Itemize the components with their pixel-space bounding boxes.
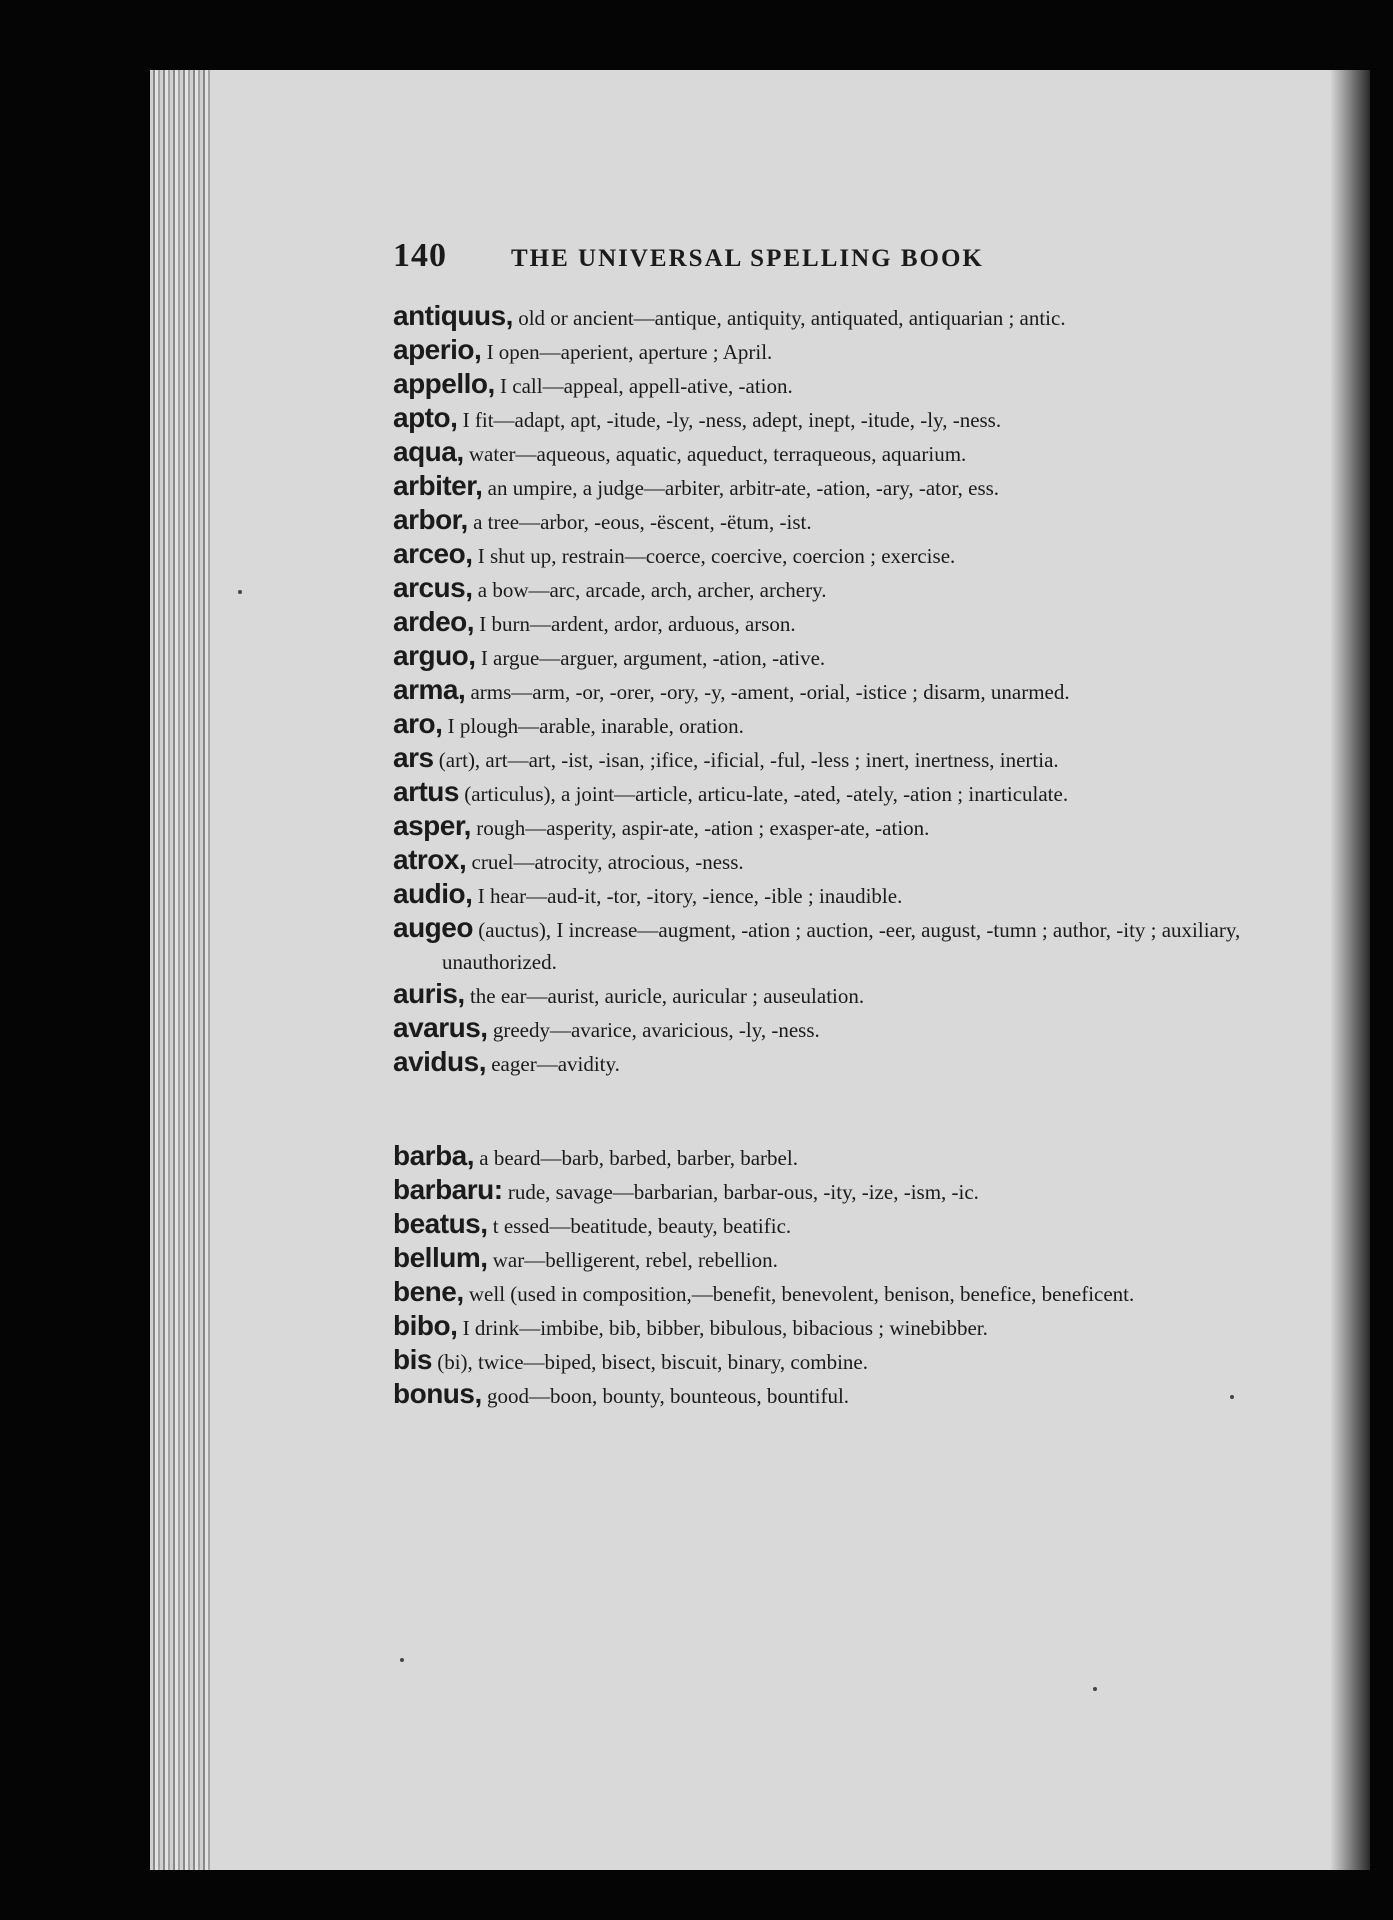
dictionary-entry — [393, 776, 1253, 810]
dictionary-entry — [393, 912, 1253, 978]
dictionary-entry — [393, 878, 1253, 912]
entry-headword: arma, — [393, 674, 466, 705]
entry-headword: bene, — [393, 1276, 464, 1307]
page-header — [393, 237, 1253, 297]
entry-definition: (articulus), a joint—article, articu-late, -ated, -ately, -ation ; inarticulate. — [458, 782, 1069, 806]
entry-headword: bis — [393, 1344, 432, 1375]
entry-headword: arbor, — [393, 504, 468, 535]
dictionary-entry — [393, 978, 1253, 1012]
dictionary-entry — [393, 708, 1253, 742]
dictionary-entry — [393, 606, 1253, 640]
dictionary-entry — [393, 1242, 1253, 1276]
entry-definition: I call—appeal, appell-ative, -ation. — [494, 374, 793, 398]
dictionary-entry — [393, 538, 1253, 572]
print-speck — [400, 1658, 404, 1662]
entry-definition: I argue—arguer, argument, -ation, -ative. — [475, 646, 826, 670]
entry-definition: rough—asperity, aspir-ate, -ation ; exasper-ate, -ation. — [470, 816, 930, 840]
entry-definition: a bow—arc, arcade, arch, archer, archery. — [472, 578, 827, 602]
dictionary-entry — [393, 810, 1253, 844]
dictionary-entry — [393, 572, 1253, 606]
entry-headword: aro, — [393, 708, 443, 739]
dictionary-entry — [393, 844, 1253, 878]
entry-headword: arguo, — [393, 640, 476, 671]
dictionary-entry — [393, 334, 1253, 368]
entry-definition: good—boon, bounty, bounteous, bountiful. — [481, 1384, 850, 1408]
entry-headword: bibo, — [393, 1310, 458, 1341]
entry-definition: greedy—avarice, avaricious, -ly, -ness. — [487, 1018, 820, 1042]
entry-definition: I hear—aud-it, -tor, -itory, -ience, -ible ; inaudible. — [472, 884, 903, 908]
dictionary-entry — [393, 1310, 1253, 1344]
entry-definition: an umpire, a judge—arbiter, arbitr-ate, -ation, -ary, -ator, ess. — [482, 476, 1000, 500]
entry-headword: avidus, — [393, 1046, 486, 1077]
entry-definition: I open—aperient, aperture ; April. — [481, 340, 773, 364]
dictionary-entry — [393, 1046, 1253, 1080]
entry-definition: I plough—arable, inarable, oration. — [442, 714, 744, 738]
dictionary-entry — [393, 1012, 1253, 1046]
entry-headword: appello, — [393, 368, 495, 399]
dictionary-entry — [393, 742, 1253, 776]
entry-definition: well (used in composition,—benefit, benevolent, benison, benefice, beneficent. — [463, 1282, 1135, 1306]
entry-headword: augeo — [393, 912, 473, 943]
entry-definition: cruel—atrocity, atrocious, -ness. — [466, 850, 744, 874]
entry-definition: I drink—imbibe, bib, bibber, bibulous, bibacious ; winebibber. — [457, 1316, 988, 1340]
dictionary-entry — [393, 640, 1253, 674]
entry-headword: auris, — [393, 978, 465, 1009]
dictionary-entry — [393, 1174, 1253, 1208]
entry-definition: eager—avidity. — [485, 1052, 620, 1076]
entry-definition: (bi), twice—biped, bisect, biscuit, binary, combine. — [431, 1350, 868, 1374]
entry-definition: t essed—beatitude, beauty, beatific. — [487, 1214, 792, 1238]
dictionary-entry — [393, 674, 1253, 708]
entry-headword: artus — [393, 776, 459, 807]
entry-definition: a beard—barb, barbed, barber, barbel. — [474, 1146, 798, 1170]
entry-headword: aperio, — [393, 334, 482, 365]
dictionary-entry — [393, 402, 1253, 436]
dictionary-entry — [393, 470, 1253, 504]
dictionary-entry — [393, 504, 1253, 538]
entry-definition: water—aqueous, aquatic, aqueduct, terraqueous, aquarium. — [463, 442, 967, 466]
dictionary-entry — [393, 1208, 1253, 1242]
entry-headword: apto, — [393, 402, 458, 433]
entry-headword: ars — [393, 742, 434, 773]
print-speck — [238, 590, 242, 594]
print-speck — [1230, 1395, 1234, 1399]
entry-headword: bellum, — [393, 1242, 488, 1273]
entry-definition: rude, savage—barbarian, barbar-ous, -ity, -ize, -ism, -ic. — [502, 1180, 979, 1204]
entry-list-a — [393, 300, 1253, 1080]
entry-definition: I fit—adapt, apt, -itude, -ly, -ness, adept, inept, -itude, -ly, -ness. — [457, 408, 1002, 432]
entry-list-b — [393, 1140, 1253, 1412]
entry-definition: I burn—ardent, ardor, arduous, arson. — [474, 612, 796, 636]
dictionary-entry — [393, 300, 1253, 334]
entry-definition: old or ancient—antique, antiquity, antiquated, antiquarian ; antic. — [512, 306, 1066, 330]
entry-definition: arms—arm, -or, -orer, -ory, -y, -ament, -orial, -istice ; disarm, unarmed. — [465, 680, 1070, 704]
entry-headword: aqua, — [393, 436, 464, 467]
entry-headword: barbaru: — [393, 1174, 503, 1205]
entry-headword: barba, — [393, 1140, 475, 1171]
dictionary-entry — [393, 368, 1253, 402]
entry-headword: antiquus, — [393, 300, 513, 331]
page-content — [393, 237, 1253, 1412]
entry-headword: arcus, — [393, 572, 473, 603]
page-edge-stack — [150, 70, 210, 1870]
running-title: THE UNIVERSAL SPELLING BOOK — [511, 245, 984, 272]
entry-definition: (auctus), I increase—augment, -ation ; auction, -eer, august, -tumn ; author, -ity ; auxiliary, unauthorized. — [442, 918, 1241, 974]
entry-headword: avarus, — [393, 1012, 488, 1043]
entry-headword: ardeo, — [393, 606, 475, 637]
dictionary-entry — [393, 1140, 1253, 1174]
entry-definition: war—belligerent, rebel, rebellion. — [487, 1248, 778, 1272]
entry-definition: (art), art—art, -ist, -isan, ;ifice, -ificial, -ful, -less ; inert, inertness, inertia. — [433, 748, 1059, 772]
entry-definition: the ear—aurist, auricle, auricular ; auseulation. — [464, 984, 865, 1008]
entry-headword: beatus, — [393, 1208, 488, 1239]
dictionary-entry — [393, 1344, 1253, 1378]
entry-headword: atrox, — [393, 844, 467, 875]
entry-headword: arbiter, — [393, 470, 483, 501]
entry-definition: a tree—arbor, -eous, -ëscent, -ëtum, -ist. — [467, 510, 812, 534]
page-number: 140 — [393, 237, 447, 274]
entry-definition: I shut up, restrain—coerce, coercive, coercion ; exercise. — [472, 544, 956, 568]
gutter-shadow — [1330, 70, 1370, 1870]
entry-headword: audio, — [393, 878, 473, 909]
entry-headword: asper, — [393, 810, 471, 841]
section-gap — [393, 1080, 1253, 1140]
dictionary-entry — [393, 1378, 1253, 1412]
print-speck — [1093, 1687, 1097, 1691]
book-page — [150, 70, 1370, 1870]
entry-headword: arceo, — [393, 538, 473, 569]
entry-headword: bonus, — [393, 1378, 482, 1409]
dictionary-entry — [393, 1276, 1253, 1310]
dictionary-entry — [393, 436, 1253, 470]
